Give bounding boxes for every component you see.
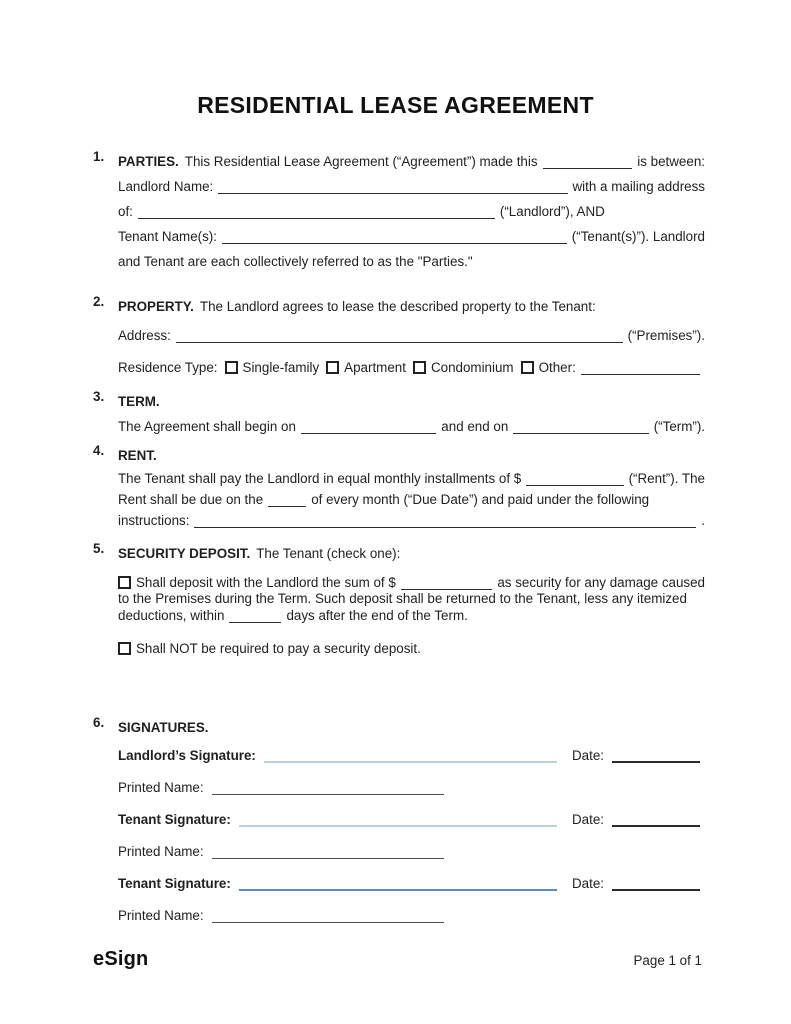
tenant-printed-name-line[interactable]: [212, 846, 444, 859]
date-label: Date:: [571, 876, 604, 891]
tenant2-signature-line[interactable]: [239, 878, 557, 891]
checkbox-apartment[interactable]: [326, 361, 339, 374]
landlord-date-line[interactable]: [612, 750, 700, 763]
payment-instructions-blank[interactable]: [194, 515, 696, 528]
landlord-address-blank[interactable]: [138, 206, 495, 219]
deposit-return-days-blank[interactable]: [229, 610, 281, 623]
printed-name-row: [118, 842, 705, 862]
term-text: and end on: [441, 419, 509, 434]
document-body: [93, 149, 705, 938]
deposit-text: days after the end of the Term.: [286, 608, 468, 623]
option-other-label: Other:: [538, 360, 576, 375]
section-rent: [93, 443, 705, 531]
parties-text: with a mailing address: [572, 179, 705, 194]
page-indicator: Page 1 of 1: [633, 953, 702, 968]
premises-address-blank[interactable]: [176, 330, 623, 343]
esign-logo: eSign: [93, 948, 149, 970]
deposit-text: Shall deposit with the Landlord the sum of $: [136, 575, 396, 590]
deposit-text: Shall NOT be required to pay a security deposit.: [136, 641, 421, 656]
landlord-name-blank[interactable]: [218, 181, 567, 194]
other-residence-blank[interactable]: [581, 362, 700, 375]
deposit-option-a: [118, 574, 705, 624]
page-footer: [93, 948, 702, 971]
section-number: 5.: [93, 541, 105, 556]
residence-type-label: Residence Type:: [118, 360, 218, 375]
section-heading: PARTIES.: [118, 154, 179, 169]
section-property: [93, 294, 705, 383]
parties-text: This Residential Lease Agreement (“Agreement”) made this: [184, 154, 538, 169]
deposit-text: deductions, within: [118, 608, 225, 623]
parties-text: and Tenant are each collectively referred to as the "Parties.": [118, 254, 473, 269]
term-text: The Agreement shall begin on: [118, 419, 296, 434]
checkbox-single-family[interactable]: [225, 361, 238, 374]
term-end-blank[interactable]: [513, 421, 648, 434]
rent-text: (“Rent”). The: [628, 471, 705, 486]
tenant-signature-line[interactable]: [239, 814, 557, 827]
parties-text: (“Landlord”), AND: [499, 204, 605, 219]
date-label: Date:: [571, 748, 604, 763]
rent-text: The Tenant shall pay the Landlord in equal monthly installments of $: [118, 471, 522, 486]
tenant-names-blank[interactable]: [222, 231, 567, 244]
rent-text: of every month (“Due Date”) and paid under the following: [311, 492, 650, 507]
deposit-text: to the Premises during the Term. Such deposit shall be returned to the Tenant, less any itemized: [118, 591, 687, 606]
tenant-signature-row: [118, 810, 705, 830]
rent-text: Rent shall be due on the: [118, 492, 264, 507]
printed-name-row: [118, 778, 705, 798]
landlord-name-label: Landlord Name:: [118, 179, 214, 194]
parties-text: is between:: [637, 154, 705, 169]
option-apartment-label: Apartment: [344, 360, 406, 375]
landlord-signature-row: [118, 746, 705, 766]
landlord-signature-line[interactable]: [264, 750, 557, 763]
checkbox-other[interactable]: [521, 361, 534, 374]
deposit-option-b: [118, 640, 705, 657]
section-number: 4.: [93, 443, 105, 458]
option-single-family-label: Single-family: [242, 360, 320, 375]
deposit-intro: The Tenant (check one):: [256, 546, 401, 561]
section-heading: SECURITY DEPOSIT.: [118, 546, 251, 561]
printed-name-label: Printed Name:: [118, 908, 204, 923]
section-security-deposit: [93, 541, 705, 657]
rent-amount-blank[interactable]: [526, 473, 623, 486]
section-heading: PROPERTY.: [118, 299, 194, 314]
printed-name-label: Printed Name:: [118, 844, 204, 859]
tenant-signature-label: Tenant Signature:: [118, 876, 231, 891]
tenant2-date-line[interactable]: [612, 878, 700, 891]
parties-text: (“Tenant(s)”). Landlord: [571, 229, 705, 244]
term-start-blank[interactable]: [301, 421, 436, 434]
section-number: 1.: [93, 149, 105, 164]
mailing-address-label: of:: [118, 204, 133, 219]
section-term: [93, 389, 705, 439]
section-heading: RENT.: [118, 448, 157, 463]
premises-text: (“Premises”).: [627, 328, 705, 343]
property-intro: The Landlord agrees to lease the described property to the Tenant:: [199, 299, 596, 314]
checkbox-condominium[interactable]: [413, 361, 426, 374]
section-number: 6.: [93, 715, 105, 730]
date-label: Date:: [571, 812, 604, 827]
option-condominium-label: Condominium: [430, 360, 514, 375]
section-parties: [93, 149, 705, 274]
section-signatures: [93, 715, 705, 938]
deposit-required-checkbox[interactable]: [118, 576, 131, 589]
rent-text: .: [701, 513, 705, 528]
landlord-signature-label: Landlord’s Signature:: [118, 748, 256, 763]
section-number: 2.: [93, 294, 105, 309]
agreement-date-blank[interactable]: [543, 156, 633, 169]
printed-name-label: Printed Name:: [118, 780, 204, 795]
section-heading: SIGNATURES.: [118, 720, 209, 735]
printed-name-row: [118, 906, 705, 926]
tenant2-printed-name-line[interactable]: [212, 910, 444, 923]
term-text: (“Term”).: [653, 419, 706, 434]
tenant-signature-label: Tenant Signature:: [118, 812, 231, 827]
section-number: 3.: [93, 389, 105, 404]
due-day-blank[interactable]: [268, 494, 306, 507]
tenant2-signature-row: [118, 874, 705, 894]
tenant-names-label: Tenant Name(s):: [118, 229, 217, 244]
landlord-printed-name-line[interactable]: [212, 782, 444, 795]
no-deposit-checkbox[interactable]: [118, 642, 131, 655]
tenant-date-line[interactable]: [612, 814, 700, 827]
deposit-text: as security for any damage caused: [497, 575, 705, 590]
document-title: RESIDENTIAL LEASE AGREEMENT: [197, 92, 594, 118]
section-heading: TERM.: [118, 394, 160, 409]
instructions-label: instructions:: [118, 513, 190, 528]
deposit-amount-blank[interactable]: [401, 577, 493, 590]
address-label: Address:: [118, 328, 171, 343]
